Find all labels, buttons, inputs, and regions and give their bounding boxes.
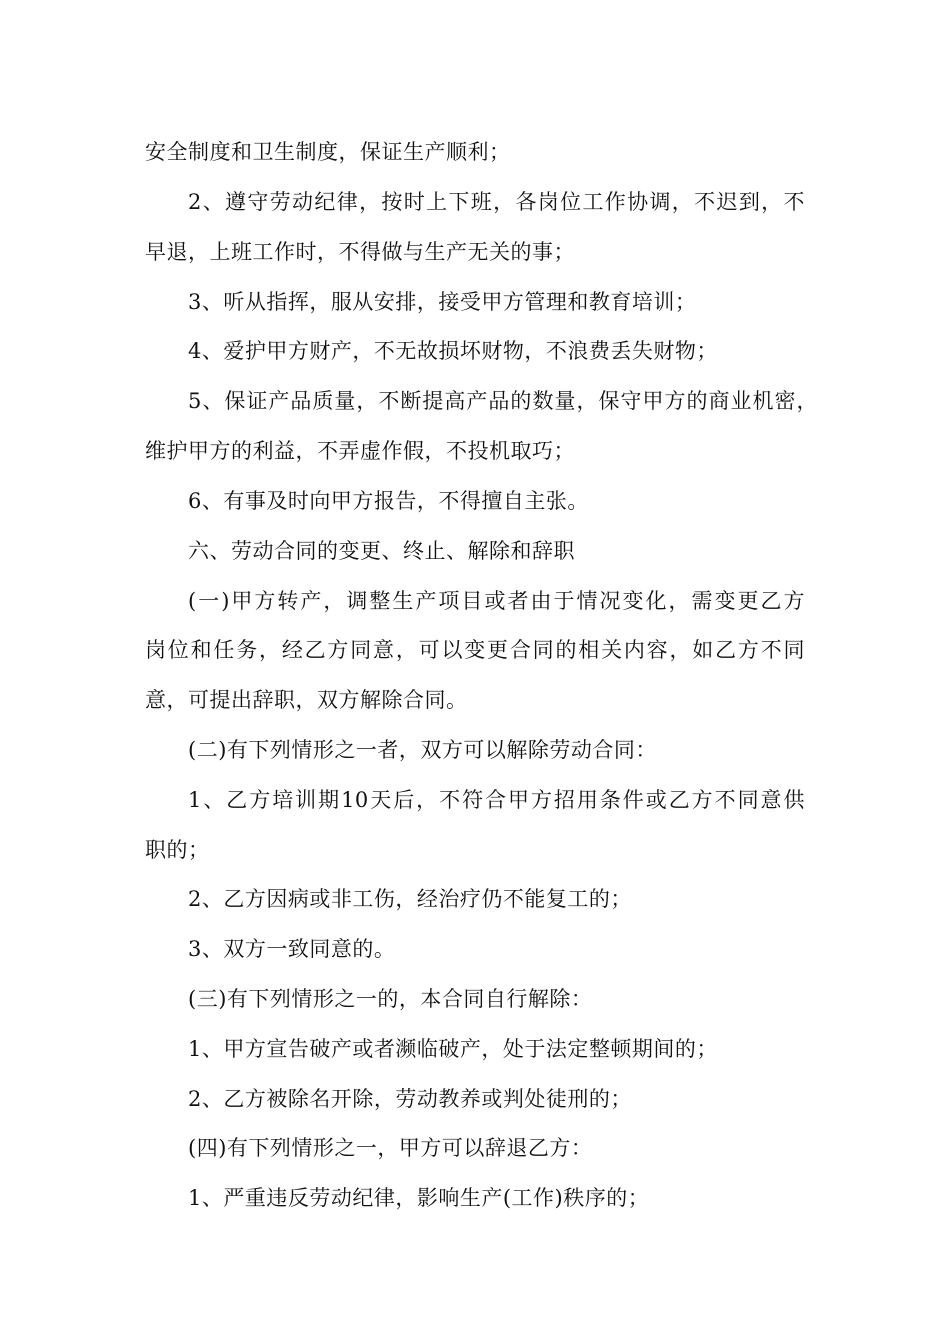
text-line: 职的；: [145, 838, 210, 862]
text-line: 1、严重违反劳动纪律，影响生产(工作)秩序的；: [188, 1186, 650, 1210]
text-line: (一)甲方转产，调整生产项目或者由于情况变化，需变更乙方: [188, 589, 805, 613]
text-line: (四)有下列情形之一，甲方可以辞退乙方：: [188, 1136, 593, 1160]
text-line: 3、听从指挥，服从安排，接受甲方管理和教育培训；: [188, 290, 697, 314]
text-line: 安全制度和卫生制度，保证生产顺利；: [145, 140, 511, 164]
text-line: 5、保证产品质量，不断提高产品的数量，保守甲方的商业机密，: [188, 389, 818, 413]
text-line: 2、乙方因病或非工伤，经治疗仍不能复工的；: [188, 887, 632, 911]
text-line: 1、乙方培训期10天后，不符合甲方招用条件或乙方不同意供: [188, 788, 805, 812]
text-line: 岗位和任务，经乙方同意，可以变更合同的相关内容，如乙方不同: [145, 638, 805, 662]
text-line: 3、双方一致同意的。: [188, 937, 396, 961]
text-line: (二)有下列情形之一者，双方可以解除劳动合同：: [188, 738, 657, 762]
text-line: 2、遵守劳动纪律，按时上下班，各岗位工作协调，不迟到，不: [188, 190, 805, 214]
text-line: 维护甲方的利益，不弄虚作假，不投机取巧；: [145, 439, 575, 463]
text-line: 2、乙方被除名开除，劳动教养或判处徒刑的；: [188, 1087, 632, 1111]
text-line: 4、爱护甲方财产，不无故损坏财物，不浪费丢失财物；: [188, 339, 718, 363]
text-line: (三)有下列情形之一的，本合同自行解除：: [188, 987, 593, 1011]
text-line: 早退，上班工作时，不得做与生产无关的事；: [145, 240, 575, 264]
section-heading: 六、劳动合同的变更、终止、解除和辞职: [188, 539, 575, 563]
text-line: 6、有事及时向甲方报告，不得擅自主张。: [188, 489, 589, 513]
text-line: 1、甲方宣告破产或者濒临破产，处于法定整顿期间的；: [188, 1037, 718, 1061]
text-line: 意，可提出辞职，双方解除合同。: [145, 688, 468, 712]
